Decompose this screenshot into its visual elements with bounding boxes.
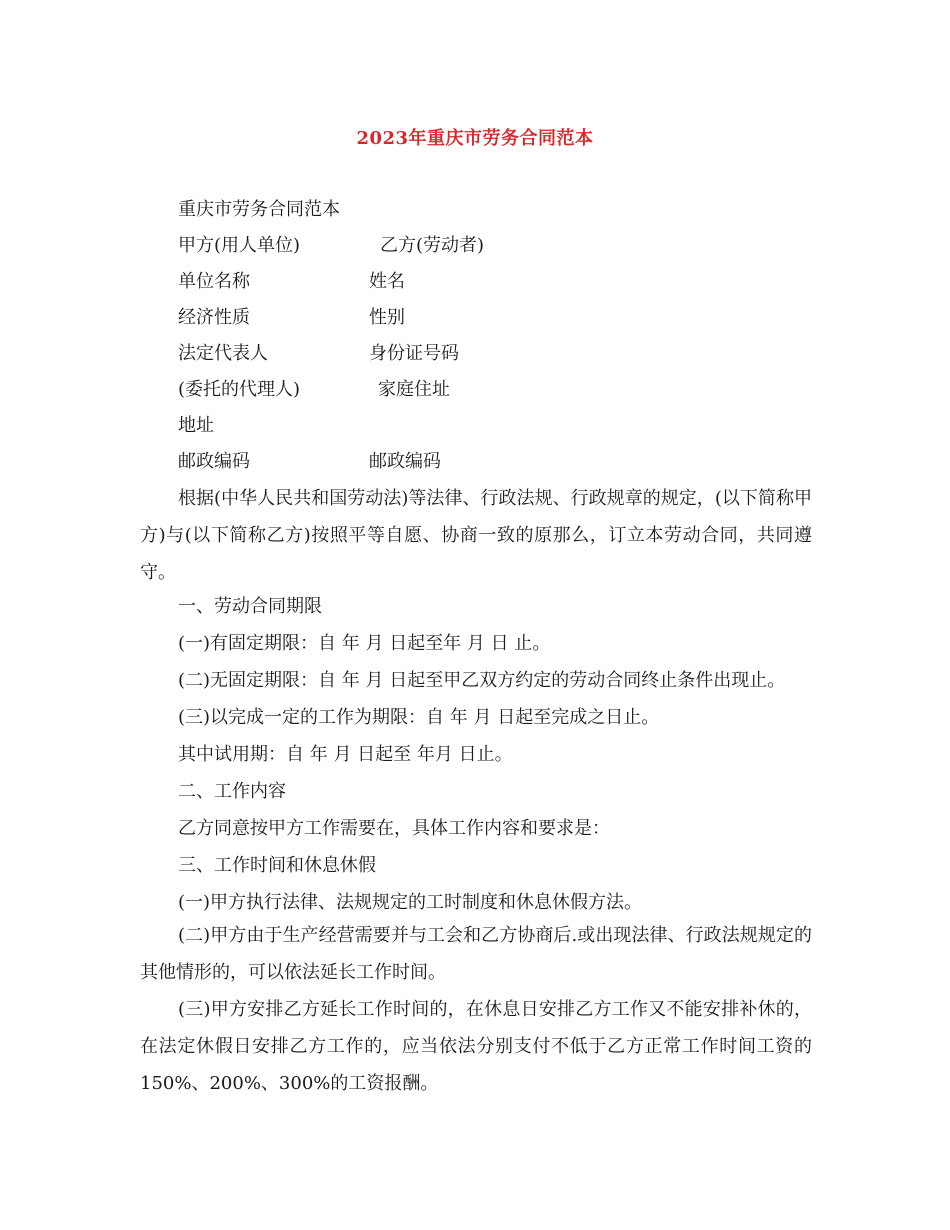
section-3-item: (二)甲方由于生产经营需要并与工会和乙方协商后.或出现法律、行政法规规定的其他情形的，可以依法延长工作时间。 (140, 925, 812, 983)
section-1-item: (二)无固定期限：自 年 月 日起至甲乙双方约定的劳动合同终止条件出现止。 (178, 670, 786, 691)
party-left: 经济性质 (178, 307, 250, 328)
section-1-item: (一)有固定期限：自 年 月 日起至年 月 日 止。 (178, 633, 551, 654)
section-2-title: 二、工作内容 (178, 781, 286, 802)
party-left: 单位名称 (178, 271, 250, 292)
section-2-text: 乙方同意按甲方工作需要在，具体工作内容和要求是： (178, 818, 610, 839)
party-left: 甲方(用人单位) (178, 235, 301, 256)
party-left: 地址 (178, 415, 214, 436)
intro-paragraph: 根据(中华人民共和国劳动法)等法律、行政法规、行政规章的规定，(以下简称甲方)与(以下简称乙方)按照平等自愿、协商一致的原那么，订立本劳动合同，共同遵守。 (140, 488, 812, 583)
party-right: 性别 (369, 307, 405, 328)
section-1-item: (三)以完成一定的工作为期限：自 年 月 日起至完成之日止。 (178, 707, 660, 728)
probation-line: 其中试用期：自 年 月 日起至 年月 日止。 (178, 744, 513, 765)
section-3-item: (三)甲方安排乙方延长工作时间的，在休息日安排乙方工作又不能安排补休的，在法定休假日安排乙方工作的，应当依法分别支付不低于乙方正常工作时间工资的150%、200%、300%的工资报酬。 (140, 999, 812, 1094)
document-title: 2023年重庆市劳务合同范本 (356, 128, 594, 149)
section-1-title: 一、劳动合同期限 (178, 596, 322, 617)
party-right: 姓名 (369, 271, 405, 292)
section-3-title: 三、工作时间和休息休假 (178, 855, 376, 876)
section-3-item: (一)甲方执行法律、法规规定的工时制度和休息休假方法。 (178, 892, 643, 913)
party-right: 身份证号码 (369, 343, 459, 364)
party-left: 邮政编码 (178, 451, 250, 472)
subtitle: 重庆市劳务合同范本 (178, 199, 340, 220)
party-right: 邮政编码 (369, 451, 441, 472)
party-right: 家庭住址 (378, 379, 450, 400)
party-left: 法定代表人 (178, 343, 268, 364)
party-right: 乙方(劳动者) (380, 235, 485, 256)
party-left: (委托的代理人) (178, 379, 301, 400)
